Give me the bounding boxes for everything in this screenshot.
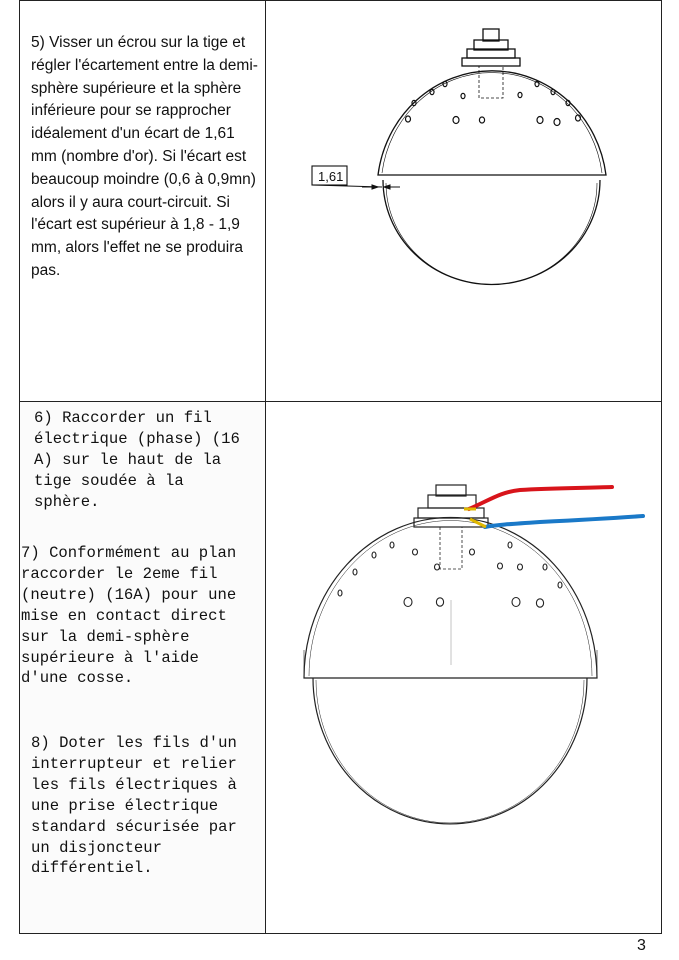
phase-wire — [469, 487, 612, 509]
page-number: 3 — [637, 937, 646, 954]
step-5-text: 5) Visser un écrou sur la tige et régler l'écartement entre la demi-sphère supérieure et la sphère inférieure pour se rapprocher idéalement d'un écart de 1,61 mm (nombre d'or). Si l'écart est beaucoup moindre (0,6 à 0,9mn) alors il y aura court-circuit. Si l'écart est supérieur à 1,8 - 1,9 mm, alors l'effet ne se produira pas. — [31, 34, 258, 279]
neutral-wire — [485, 516, 643, 527]
nut — [428, 495, 476, 508]
rod — [440, 527, 462, 569]
step-6-text: 6) Raccorder un fil électrique (phase) (16 A) sur le haut de la tige soudée à la sphère. — [34, 409, 240, 511]
upper-hemisphere-outline — [304, 517, 597, 678]
vent-holes — [338, 542, 562, 607]
gap-dimension-label: 1,61 — [318, 169, 344, 184]
lower-sphere-outline — [313, 678, 587, 824]
washer — [462, 58, 520, 66]
upper-hemisphere-outline — [378, 71, 606, 175]
step-8-text: 8) Doter les fils d'un interrupteur et relier les fils électriques à une prise électrique standard sécurisée par un disjoncteur différentiel. — [31, 734, 237, 878]
sphere-wiring-diagram — [266, 402, 662, 933]
step-7-text: 7) Conformément au plan raccorder le 2eme fil (neutre) (16A) pour une mise en contact direct sur la demi-sphère supérieure à l'aide d'une cosse. — [21, 544, 237, 688]
sphere-gap-diagram — [266, 1, 662, 401]
lower-sphere-outline — [383, 180, 600, 284]
